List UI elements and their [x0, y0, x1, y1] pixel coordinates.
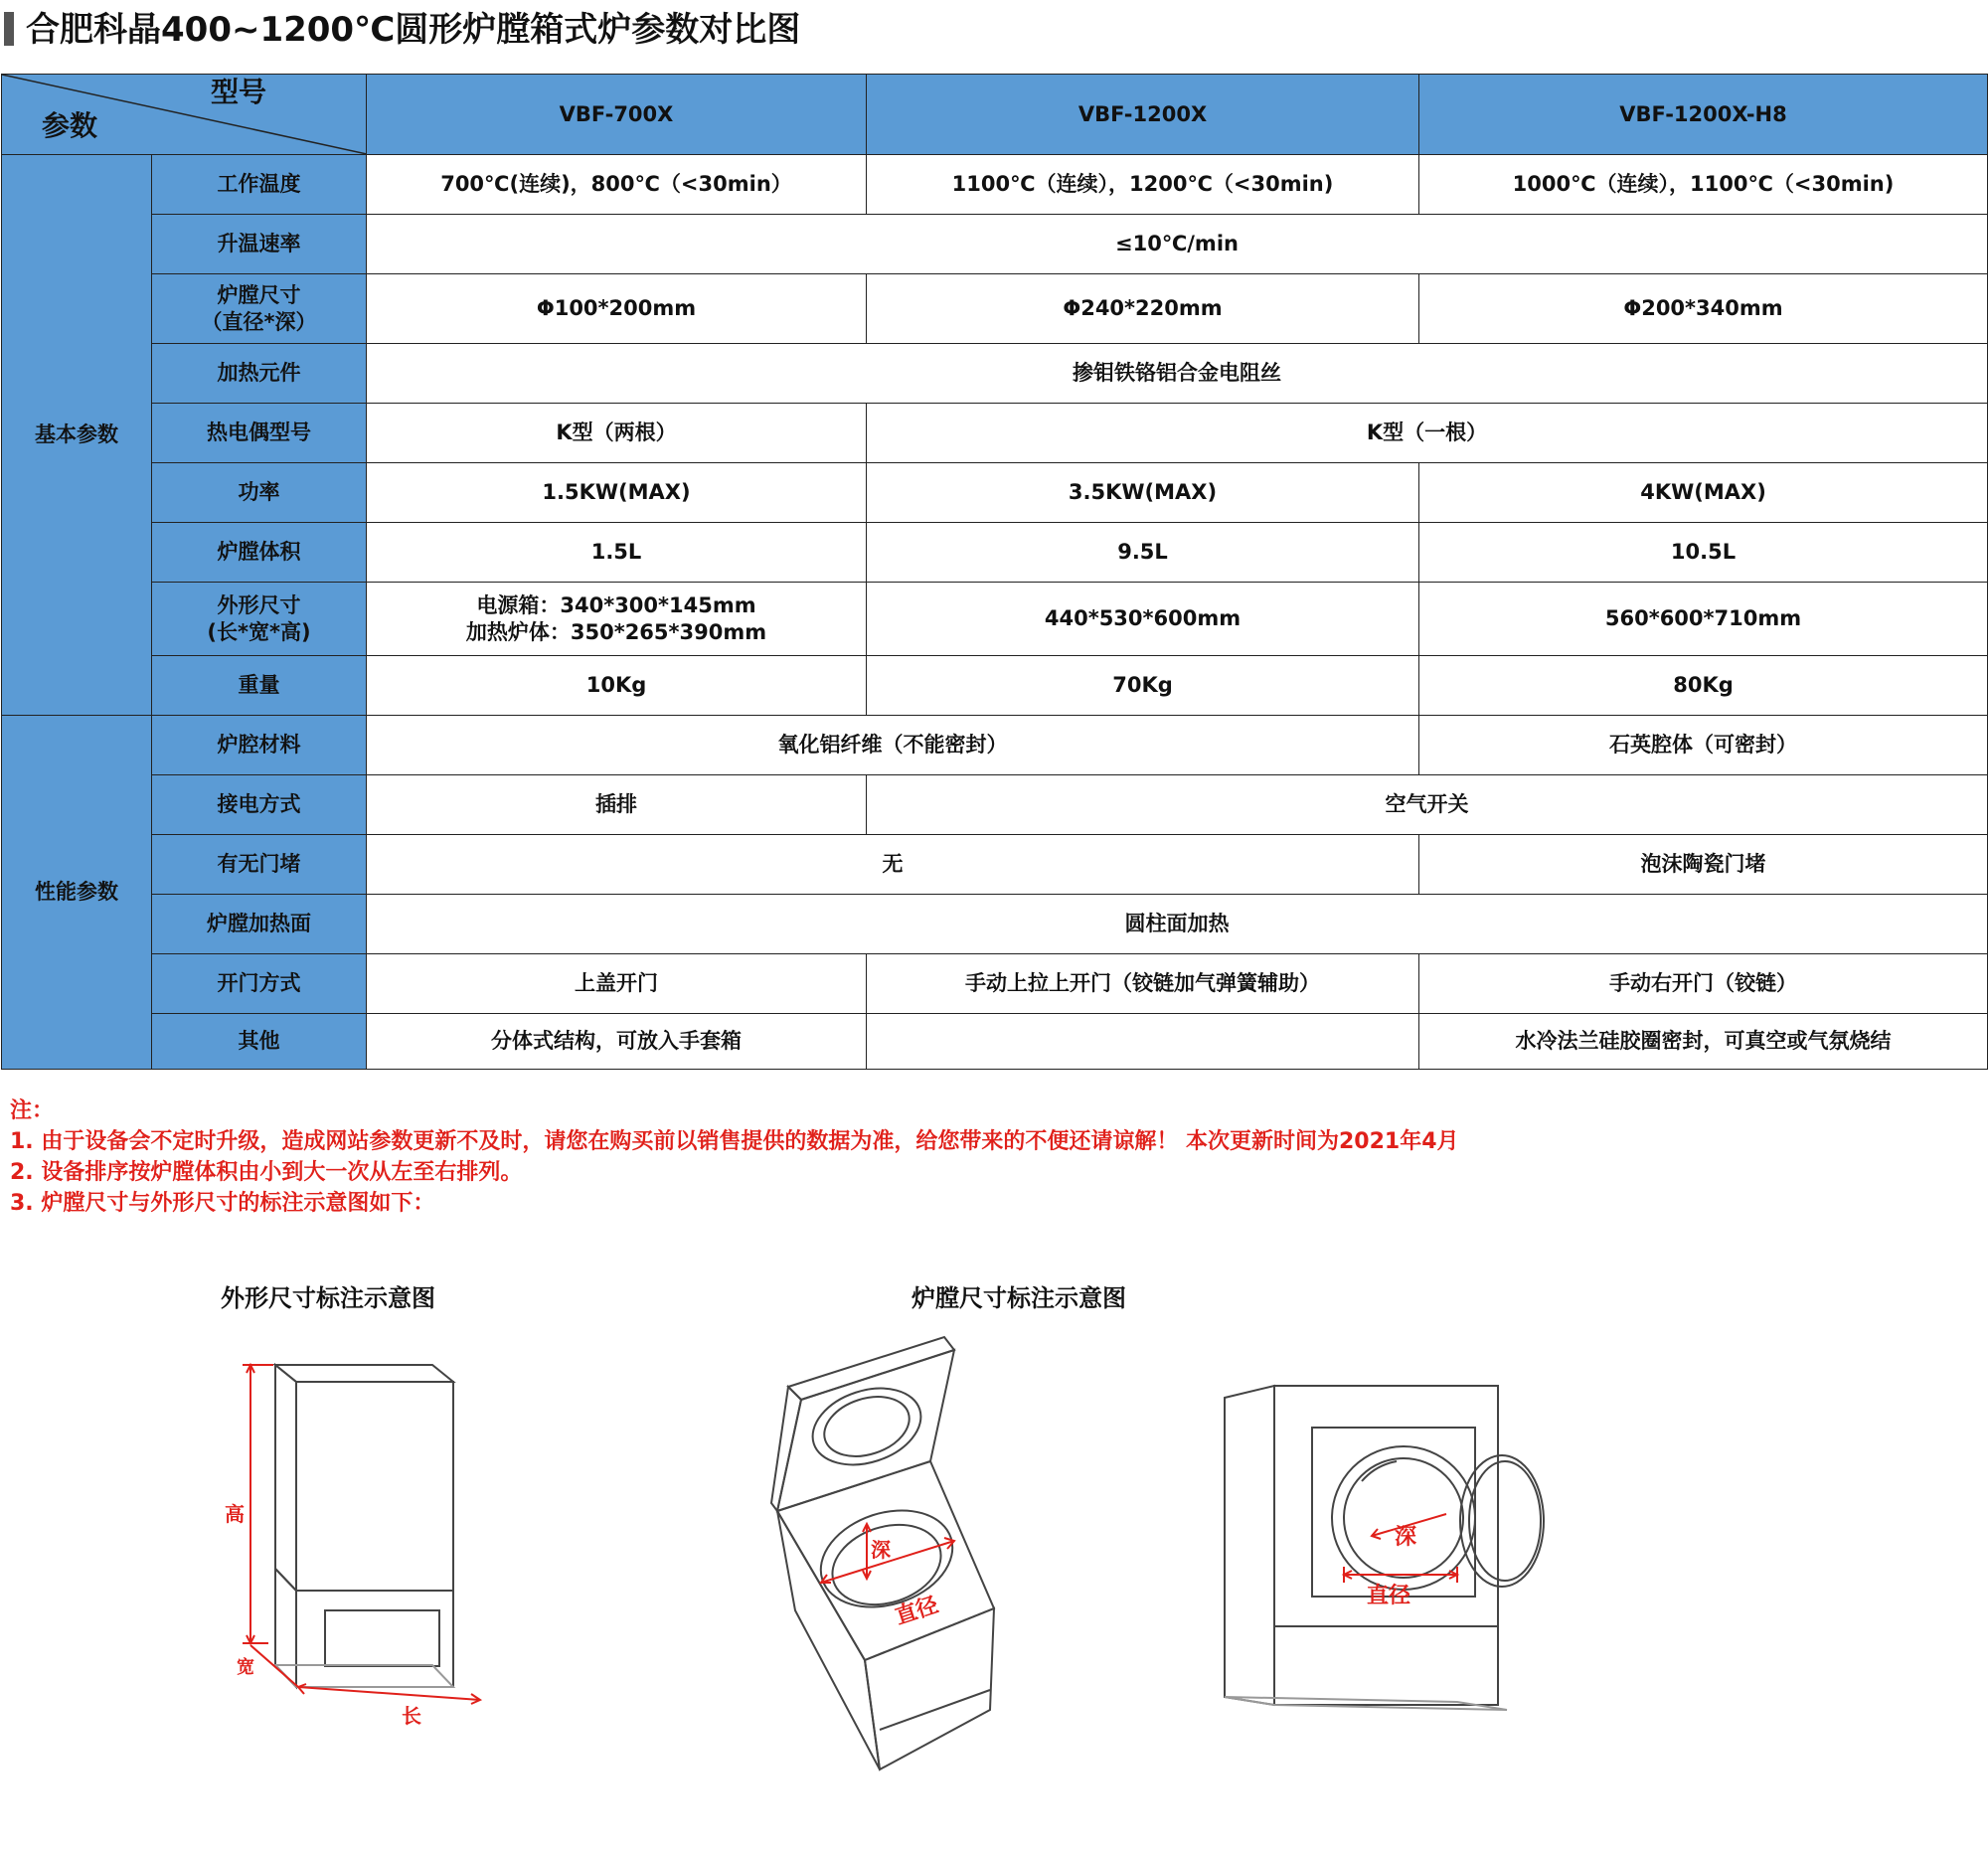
table-cell: 70Kg [867, 656, 1419, 716]
table-cell: 分体式结构，可放入手套箱 [367, 1014, 867, 1070]
label-diameter: 直径 [1367, 1584, 1411, 1608]
param-label: 热电偶型号 [152, 404, 367, 463]
table-cell: 4KW(MAX) [1419, 463, 1988, 523]
label-depth: 深 [871, 1538, 891, 1562]
cell-line: 加热炉体：350*265*390mm [465, 619, 767, 644]
table-cell: 1.5KW(MAX) [367, 463, 867, 523]
header-param-label: 参数 [42, 109, 98, 142]
model-header-vbf-1200x-h8: VBF-1200X-H8 [1419, 75, 1988, 155]
cell-line: 电源箱：340*300*145mm [476, 592, 756, 617]
model-header-vbf-700x: VBF-700X [367, 75, 867, 155]
table-cell: 10.5L [1419, 523, 1988, 583]
param-label: 工作温度 [152, 155, 367, 215]
front-loading-furnace-sketch [1225, 1386, 1544, 1710]
table-cell: 石英腔体（可密封） [1419, 716, 1988, 775]
page-title: 合肥科晶400~1200℃圆形炉膛箱式炉参数对比图 [26, 10, 801, 50]
note-line: 2. 设备排序按炉膛体积由小到大一次从左至右排列。 [10, 1160, 523, 1185]
table-cell: 560*600*710mm [1419, 583, 1988, 656]
table-cell: 泡沫陶瓷门堵 [1419, 835, 1988, 895]
param-label: 有无门堵 [152, 835, 367, 895]
param-label: 接电方式 [152, 775, 367, 835]
table-cell: 上盖开门 [367, 954, 867, 1014]
table-cell: 空气开关 [867, 775, 1988, 835]
label-depth: 深 [1395, 1525, 1417, 1550]
table-cell: 440*530*600mm [867, 583, 1419, 656]
table-cell: 9.5L [867, 523, 1419, 583]
table-cell: K型（两根） [367, 404, 867, 463]
table-cell: Φ100*200mm [367, 274, 867, 344]
param-label-line: 炉膛尺寸 [217, 282, 301, 307]
label-length: 长 [402, 1704, 421, 1728]
param-label-line: （直径*深） [201, 309, 317, 334]
group-performance-params: 性能参数 [2, 716, 152, 1070]
outer-furnace-sketch [275, 1365, 453, 1687]
model-header-vbf-1200x: VBF-1200X [867, 75, 1419, 155]
param-label: 重量 [152, 656, 367, 716]
param-label: 开门方式 [152, 954, 367, 1014]
param-label: 功率 [152, 463, 367, 523]
note-line: 3. 炉膛尺寸与外形尺寸的标注示意图如下： [10, 1191, 435, 1216]
table-cell: 氧化铝纤维（不能密封） [367, 716, 1419, 775]
chamber-size-diagram-title: 炉膛尺寸标注示意图 [911, 1284, 1126, 1312]
param-label: 炉膛体积 [152, 523, 367, 583]
label-width: 宽 [237, 1657, 254, 1678]
table-cell: 水冷法兰硅胶圈密封，可真空或气氛烧结 [1419, 1014, 1988, 1070]
param-label-line: (长*宽*高) [207, 619, 311, 644]
table-cell: 700℃(连续)，800℃（<30min） [367, 155, 867, 215]
table-cell: 80Kg [1419, 656, 1988, 716]
table-cell: 10Kg [367, 656, 867, 716]
param-label: 加热元件 [152, 344, 367, 404]
header-model-label: 型号 [211, 76, 267, 108]
label-height: 高 [225, 1502, 245, 1526]
table-cell: 1000℃（连续），1100℃（<30min) [1419, 155, 1988, 215]
label-diameter: 直径 [892, 1593, 942, 1630]
param-label: 炉腔材料 [152, 716, 367, 775]
table-cell: 1.5L [367, 523, 867, 583]
table-cell: 插排 [367, 775, 867, 835]
table-cell: K型（一根） [867, 404, 1988, 463]
table-cell: 无 [367, 835, 1419, 895]
table-cell: 掺钼铁铬铝合金电阻丝 [367, 344, 1988, 404]
param-label: 炉膛加热面 [152, 895, 367, 954]
table-cell: 圆柱面加热 [367, 895, 1988, 954]
param-label: 其他 [152, 1014, 367, 1070]
table-cell: ≤10℃/min [367, 215, 1988, 274]
table-cell: Φ240*220mm [867, 274, 1419, 344]
group-basic-params: 基本参数 [2, 155, 152, 716]
outer-dimension-marks [243, 1365, 480, 1704]
table-cell: 1100℃（连续），1200℃（<30min) [867, 155, 1419, 215]
table-cell: 手动上拉上开门（铰链加气弹簧辅助） [867, 954, 1419, 1014]
note-line: 1. 由于设备会不定时升级，造成网站参数更新不及时，请您在购买前以销售提供的数据为准，给您带来的不便还请谅解！ 本次更新时间为2021年4月 [10, 1129, 1459, 1154]
table-cell: 手动右开门（铰链） [1419, 954, 1988, 1014]
param-label-line: 外形尺寸 [217, 592, 301, 617]
note-line: 注： [10, 1098, 55, 1123]
table-cell: 3.5KW(MAX) [867, 463, 1419, 523]
outer-size-diagram-title: 外形尺寸标注示意图 [221, 1284, 435, 1312]
table-cell: Φ200*340mm [1419, 274, 1988, 344]
param-label: 升温速率 [152, 215, 367, 274]
